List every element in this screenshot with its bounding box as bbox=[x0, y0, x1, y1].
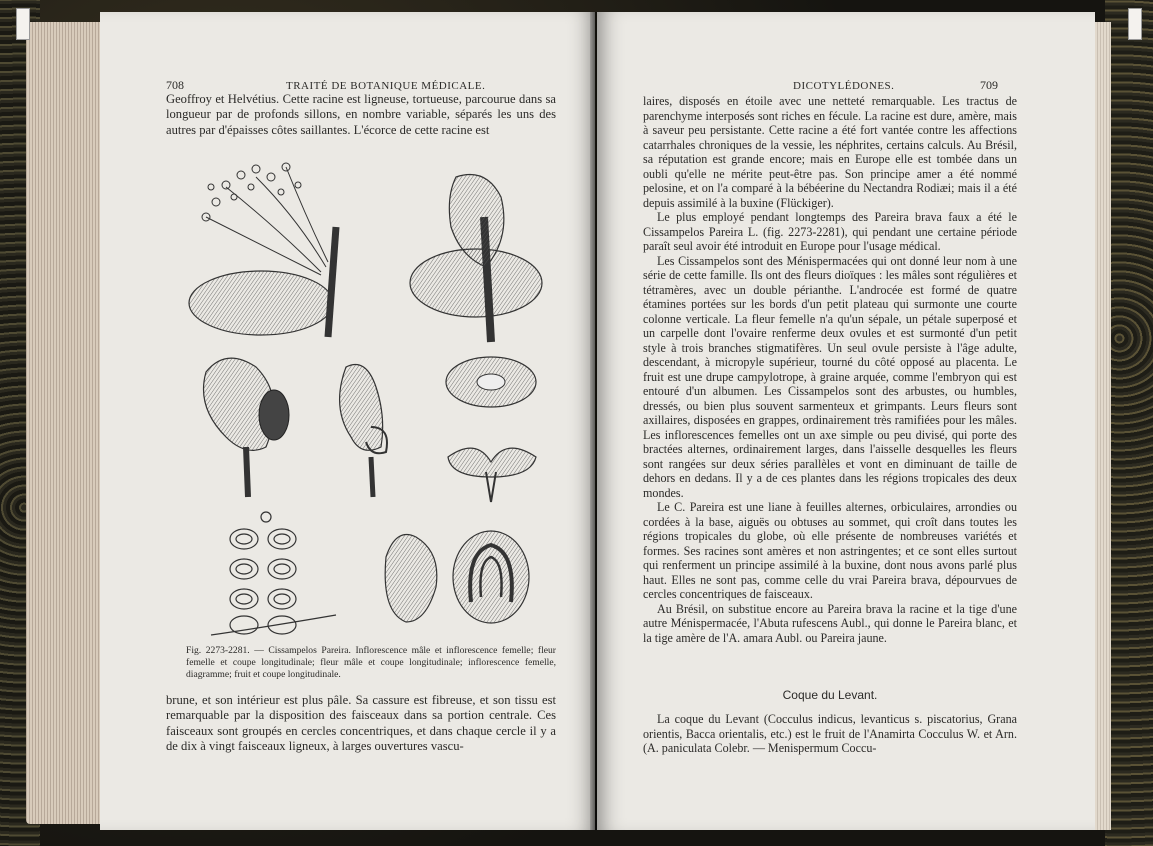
left-running-head: TRAITÉ DE BOTANIQUE MÉDICALE. bbox=[286, 80, 486, 92]
right-corner-clip bbox=[1128, 8, 1142, 40]
fruit-drawing bbox=[385, 535, 437, 623]
male-flower-drawing bbox=[446, 357, 536, 502]
right-running-head: DICOTYLÉDONES. bbox=[793, 80, 895, 92]
section-title: Coque du Levant. bbox=[782, 688, 878, 702]
right-paragraph-2: Le plus employé pendant longtemps des Pareira brava faux a été le Cissampelos Pareira L. (fig. 2273-2281), qui pendant une certaine période paraît seul avoir été introduit en Europe pour l'usage médical. bbox=[643, 210, 1017, 253]
right-page-number: 709 bbox=[980, 78, 998, 92]
section-paragraph-text: La coque du Levant (Cocculus indicus, levanticus s. piscatorius, Grana orientis, Bacca orientalis, etc.) est le fruit de l'Anamirta Cocculus W. et Arn. (A. paniculata Colebr. — Menispermum Coccu- bbox=[643, 712, 1017, 755]
left-top-paragraph bbox=[166, 92, 556, 138]
section-paragraph bbox=[643, 712, 1017, 756]
botanical-figure-plate bbox=[186, 157, 556, 639]
female-flower-drawing bbox=[204, 358, 290, 497]
right-paragraph-4: Le C. Pareira est une liane à feuilles alternes, orbiculaires, arrondies ou cordées à la base, aiguës ou obtuses au sommet, qui croît dans toutes les régions tropicales du globe, où elle présente de nombreuses variétés et formes. Ses racines sont amères et non astringentes; et ce sont elles surtout qui renferment un principe assimilé à la buxine, dont nous avons parlé plus haut. Elles ne sont pas, comme celle du vrai Pareira brava, dépourvues de cercles concentriques de faisceaux. bbox=[643, 500, 1017, 601]
right-paragraph-5: Au Brésil, on substitue encore au Pareira brava la racine et la tige d'une autre Ménispermacée, l'Abuta rufescens Aubl., qui donne le Pareira blanc, et la tige amère de l'A. amara Aubl. ou Pareira jaune. bbox=[643, 601, 1017, 645]
female-flower-section-drawing bbox=[340, 365, 387, 498]
male-inflorescence-drawing bbox=[189, 163, 336, 337]
female-inflorescence-drawing bbox=[410, 175, 542, 343]
botanical-illustration bbox=[186, 157, 556, 639]
fruit-section-drawing bbox=[453, 531, 529, 623]
right-paragraph-1: laires, disposés en étoile avec une netteté remarquable. Les tractus de parenchyme interposés sont riches en fécule. La racine est dure, amère, mais à saveur peu persistante. Cette racine a été fort vantée contre les affections catarrhales chroniques de la vessie, les néphrites, certains calculs. Au Brésil, sa réputation est grande encore; mais en Europe elle est tombée dans un oubli qu'elle ne mérite peut-être pas. Son principe amer a été nommé pelosine, et on l'a comparé à la bébéerine du Nectandra Rodiæi; mais il a été depuis assimilé à la buxine (Flückiger). bbox=[643, 94, 1017, 210]
page-edges-left bbox=[26, 22, 104, 824]
left-page-number: 708 bbox=[166, 78, 184, 92]
right-main-text bbox=[643, 94, 1017, 645]
figure-caption: Fig. 2273-2281. — Cissampelos Pareira. Inflorescence mâle et inflorescence femelle; fleur femelle et coupe longitudinale; fleur mâle et coupe longitudinale; inflorescence femelle, diagramme; fruit et coupe longitudinale. bbox=[186, 645, 556, 680]
right-paragraph-3: Les Cissampelos sont des Ménispermacées qui ont donné leur nom à une série de cette famille. Ils ont des fleurs dioïques : les mâles sont régulières et tétramères, avec un double périanthe. L'androcée est formé de quatre étamines portées sur les bords d'un petit plateau qui surmonte une courte colonne verticale. La fleur femelle n'a qu'un sépale, un pétale superposé et un carpelle dont l'ovaire renferme deux ovules et est surmonté d'un petit style à trois branches stigmatifères. Un seul ovule persiste à l'âge adulte, descendant, à micropyle supérieur, tourné du côté opposé au placenta. Le fruit est une drupe campylotrope, à graine arquée, comme l'embryon qui est entouré d'un albumen. Les Cissampelos sont des arbustes, ou humbles, dressés, ou bien plus souvent sarmenteux et grimpants. Leurs fleurs sont axillaires, disposées en grappes, ordinairement très ramifiées pour les mâles. Les inflorescences femelles ont un axe simple ou peu divisé, qui porte des bractées alternes, ordinairement larges, dans l'aisselle desquelles les fleurs sont rangées sur deux séries parallèles et vont en diminuant de taille de dehors en dedans. Il y a de ces plantes dans les régions tropicales des deux mondes. bbox=[643, 253, 1017, 500]
left-page bbox=[100, 12, 595, 830]
left-corner-clip bbox=[16, 8, 30, 40]
left-top-text: Geoffroy et Helvétius. Cette racine est ligneuse, tortueuse, parcourue dans sa longueur par de profonds sillons, en nombre variable, séparés les uns des autres par d'épaisses côtes saillantes. L'écorce de cette racine est bbox=[166, 92, 556, 137]
left-bottom-paragraph bbox=[166, 693, 556, 755]
inflorescence-diagram bbox=[211, 512, 336, 635]
cover-right-edge bbox=[1105, 0, 1153, 846]
left-bottom-text: brune, et son intérieur est plus pâle. Sa cassure est fibreuse, et son tissu est remarquable par la disposition des faisceaux dans sa portion centrale. Ces faisceaux sont groupés en cercles concentriques, et dans chaque cercle il y a de dix à vingt faisceaux ligneux, à larges ouvertures vascu- bbox=[166, 693, 556, 754]
right-page bbox=[597, 12, 1095, 830]
